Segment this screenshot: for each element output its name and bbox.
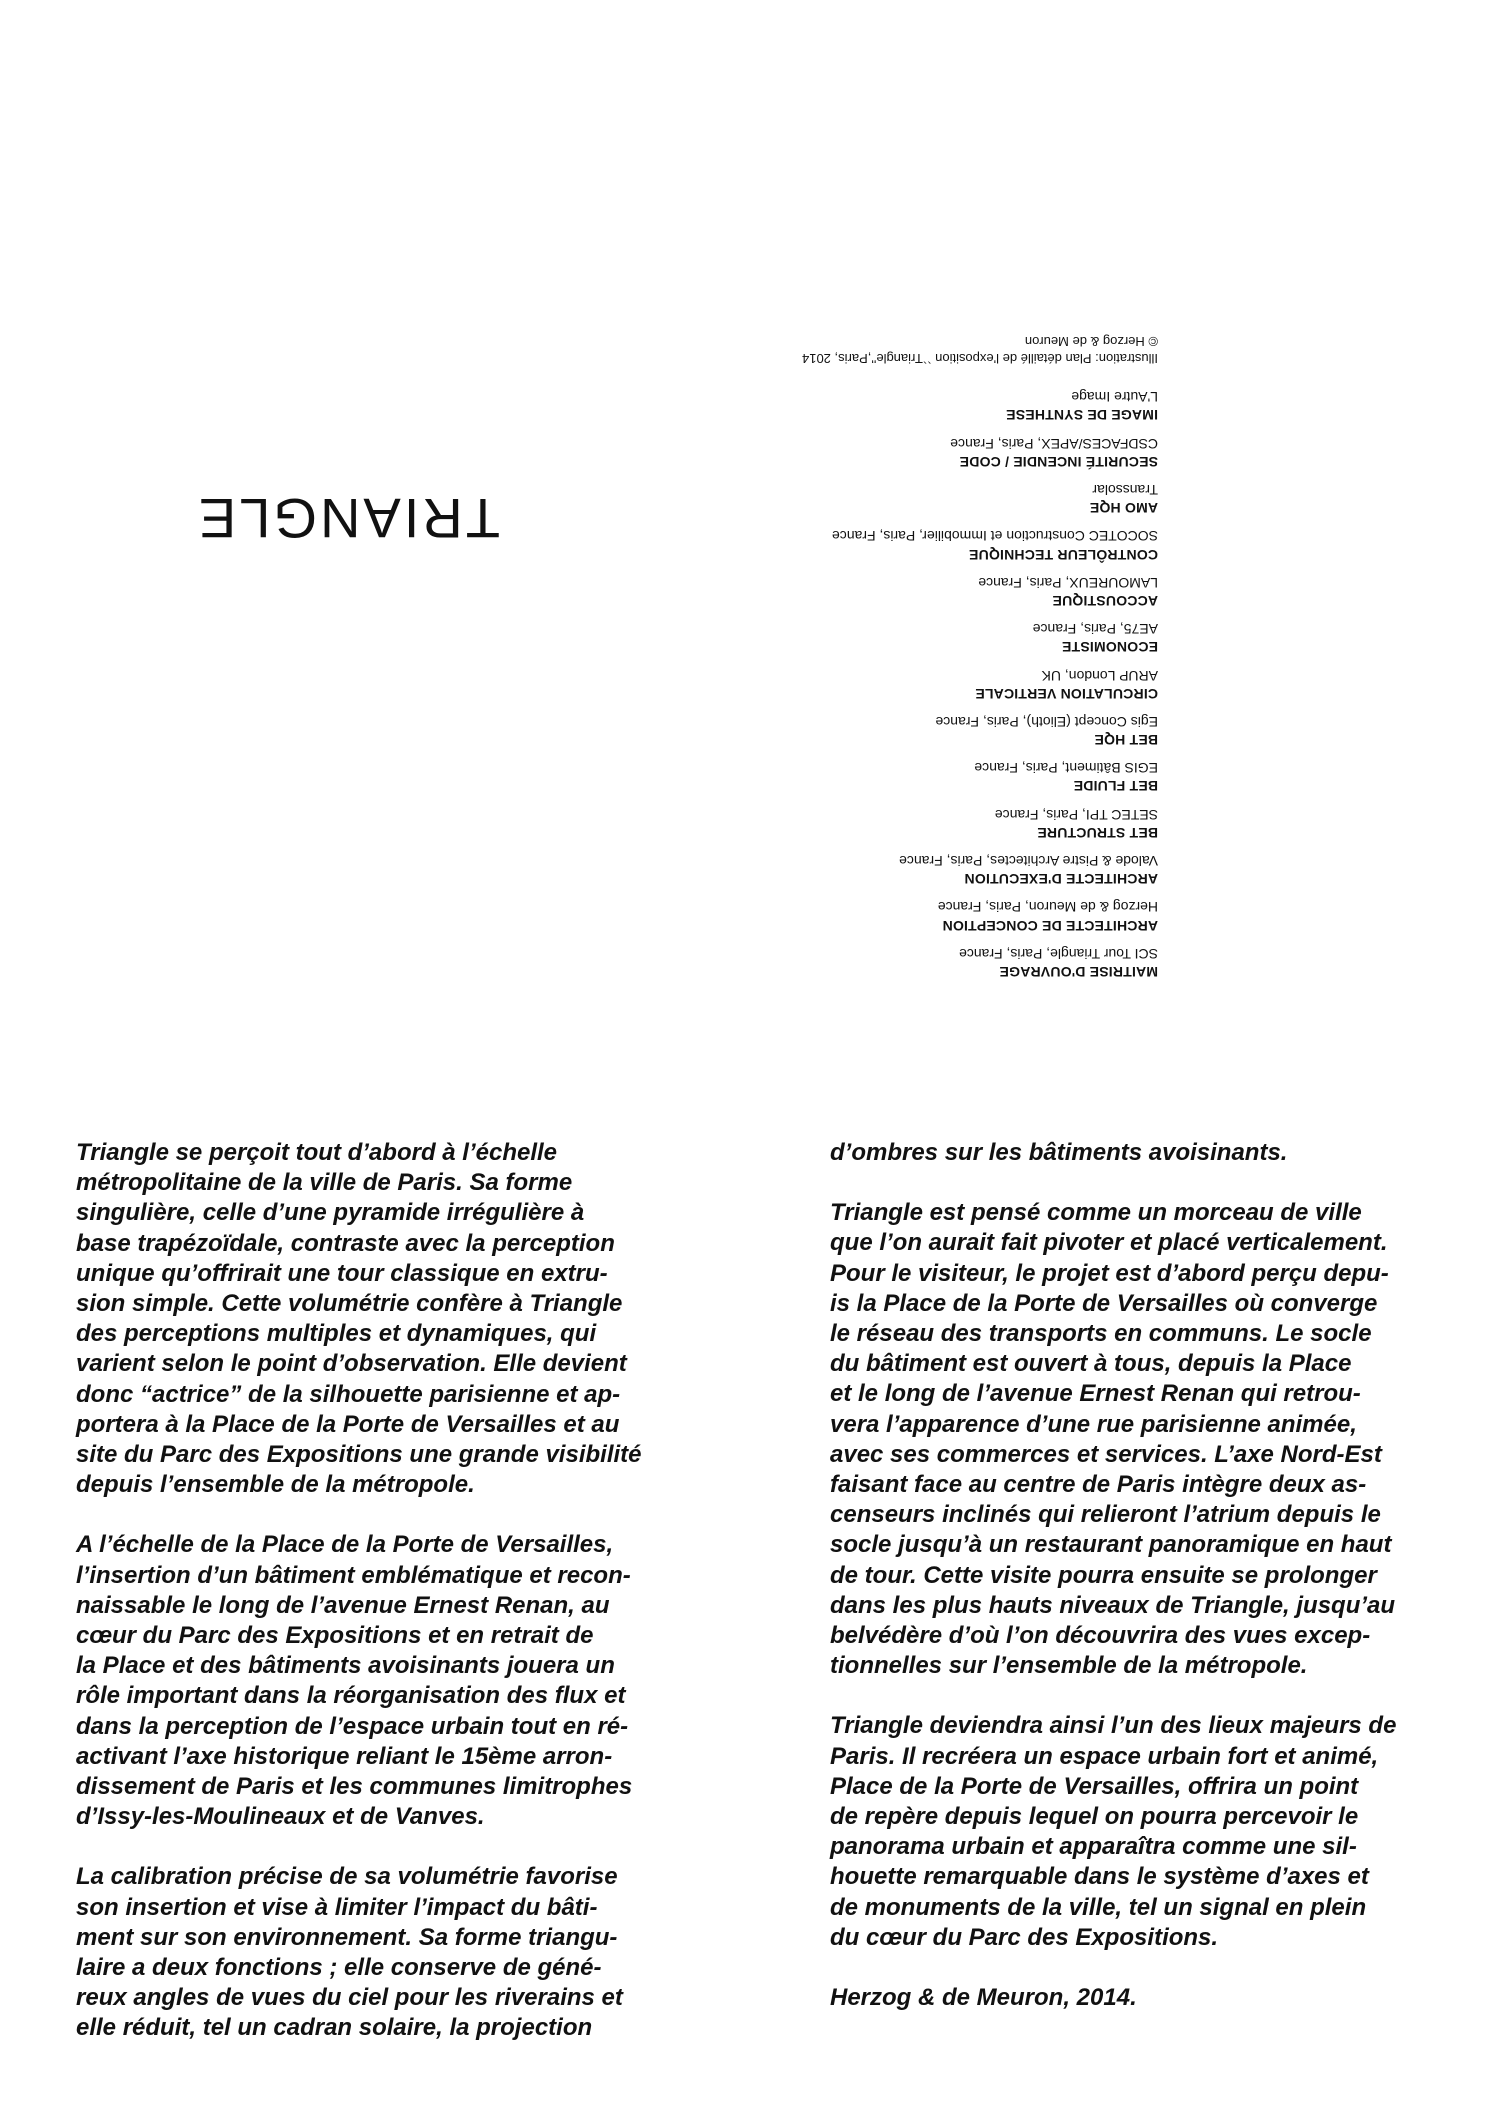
body-paragraph: Triangle deviendra ainsi l’un des lieux majeurs de Paris. Il recréera un espace urbain fort et animé, Place de la Porte de Versailles, offrira un point de repère depuis lequel on pourra percevoir le panorama urbain et apparaîtra comme une sil- houette remarquable dans le système d’axes et de monuments de la ville, tel un signal en plein du cœur du Parc des Expositions. (830, 1712, 1397, 1951)
text-column-left (76, 1138, 681, 2074)
credit-value: AE75, Paris, France (1032, 621, 1158, 638)
credit-role: CONTRÔLEUR TECHNIQUE (968, 546, 1158, 563)
credit-item (598, 527, 1158, 563)
credit-item (598, 574, 1158, 610)
page-title: TRIANGLE (195, 487, 500, 550)
credit-item (598, 713, 1158, 749)
credit-value: Transsolar (1092, 482, 1158, 499)
signature: Herzog & de Meuron, 2014. (830, 1984, 1137, 2012)
credit-item (598, 388, 1158, 424)
credit-role: SECURITÉ INCENDIE / CODE (959, 453, 1158, 470)
body-paragraph: Triangle se perçoit tout d’abord à l’échelle métropolitaine de la ville de Paris. Sa forme singulière, celle d’une pyramide irrégulière à base trapézoïdale, contraste avec la perception unique qu’offrirait une tour classique en extru- sion simple. Cette volumétrie confère à Triangle des perceptions multiples et dynamiques, qui varient selon le point d’observation. Elle devient donc “actrice” de la silhouette parisienne et ap- portera à la Place de la Porte de Versailles et au site du Parc des Expositions une grande visibilité depuis l’ensemble de la métropole. (76, 1139, 642, 1499)
credits-list (598, 332, 1158, 981)
credit-role: BET FLUIDE (1073, 778, 1158, 795)
credit-item (598, 806, 1158, 842)
credit-role: BET STRUCTURE (1037, 824, 1158, 841)
credit-value: Egis Concept (Elioth), Paris, France (935, 713, 1158, 730)
credit-value: L'Autre Image (1071, 389, 1158, 406)
credit-role: BET HQE (1094, 732, 1158, 749)
body-paragraph: La calibration précise de sa volumétrie favorise son insertion et vise à limiter l’impact du bâti- ment sur son environnement. Sa forme triangu- laire a deux fonctions ; elle conserve de géné- reux angles de vues du ciel pour les riverains et elle réduit, tel un cadran solaire, la projection (76, 1863, 623, 2042)
credit-item (598, 620, 1158, 656)
credit-role: ARCHITECTE D'EXECUTION (964, 871, 1158, 888)
illustration-caption (598, 332, 1158, 366)
body-paragraph: A l’échelle de la Place de la Porte de Versailles, l’insertion d’un bâtiment emblématique et recon- naissable le long de l’avenue Ernest Renan, au cœur du Parc des Expositions et en retrait de la Place et des bâtiments avoisinants jouera un rôle important dans la réorganisation des flux et dans la perception de l’espace urbain tout en ré- activant l’axe historique reliant le 15ème arron- dissement de Paris et les communes limitrophes d’Issy-les-Moulineaux et de Vanves. (76, 1531, 633, 1831)
body-paragraph: Triangle est pensé comme un morceau de ville que l’on aurait fait pivoter et placé verticalement. Pour le visiteur, le projet est d’abord perçu depu- is la Place de la Porte de Versailles où converge le réseau des transports en communs. Le socle du bâtiment est ouvert à tous, depuis la Place et le long de l’avenue Ernest Renan qui retrou- vera l’apparence d’une rue parisienne animée, avec ses commerces et services. L’axe Nord-Est faisant face au centre de Paris intègre deux as- censeurs inclinés qui relieront l’atrium depuis le socle jusqu’à un restaurant panoramique en haut de tour. Cette visite pourra ensuite se prolonger dans les plus hauts niveaux de Triangle, jusqu’au belvédère d’où l’on découvrira des vues excep- tionnelles sur l’ensemble de la métropole. (830, 1199, 1396, 1680)
credit-role: MAITRISE D'OUVRAGE (999, 964, 1158, 980)
body-paragraph: d’ombres sur les bâtiments avoisinants. (830, 1139, 1288, 1166)
credit-value: SOCOTEC Construction et Immobilier, Paris, France (832, 528, 1158, 545)
credit-item (598, 759, 1158, 795)
credit-item (598, 435, 1158, 471)
credit-role: IMAGE DE SYNTHESE (1006, 407, 1158, 424)
credit-value: SCI Tour Triangle, Paris, France (959, 945, 1158, 962)
credit-item (598, 481, 1158, 517)
credit-value: LAMOUREUX, Paris, France (978, 574, 1158, 591)
credit-item (598, 852, 1158, 888)
credit-role: ECONOMISTE (1061, 639, 1158, 656)
credit-value: Herzog & de Meuron, Paris, France (937, 899, 1158, 916)
credit-role: ARCHITECTE DE CONCEPTION (942, 917, 1158, 934)
credit-item (598, 945, 1158, 981)
credit-role: ACCOUSTIQUE (1052, 593, 1158, 609)
credit-item (598, 898, 1158, 934)
text-column-right (830, 1138, 1430, 2013)
credit-value: ARUP London, UK (1041, 667, 1158, 684)
illustration-copyright: © Herzog & de Meuron (1024, 334, 1158, 350)
credit-value: CSDFACES/APEX, Paris, France (950, 435, 1158, 452)
credit-value: EGIS Bâtiment, Paris, France (974, 760, 1158, 777)
credit-value: Valode & Pistre Architectes, Paris, France (899, 853, 1158, 870)
credit-role: CIRCULATION VERTICALE (975, 685, 1158, 702)
illustration-caption-text: Illustration: Plan détaillé de l'exposition ``Triangle'',Paris, 2014 (802, 351, 1158, 367)
credit-role: AMO HQE (1089, 500, 1158, 517)
credit-value: SETEC TPI, Paris, France (994, 806, 1158, 823)
credit-item (598, 666, 1158, 702)
